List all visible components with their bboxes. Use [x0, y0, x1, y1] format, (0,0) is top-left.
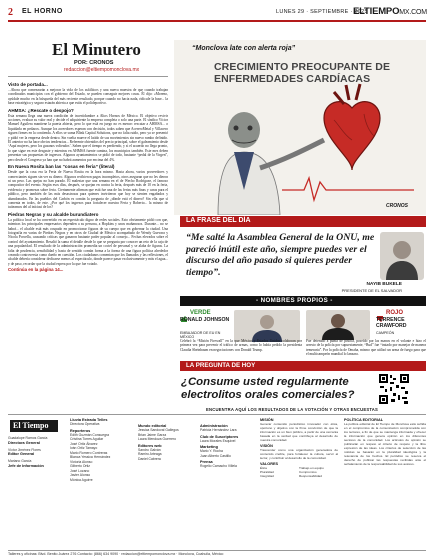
masthead-logo-text: El Tiempo	[13, 421, 49, 430]
mast-line: Editores web	[138, 443, 162, 448]
masthead-logo	[10, 420, 58, 432]
section-title: EL HORNO	[22, 8, 63, 15]
mast-line: Mario Y. Rocha	[200, 449, 223, 453]
mast-line: José Ortiz Álvarez	[70, 441, 98, 446]
mast-line: Club de Suscriptores	[200, 434, 239, 439]
valor-item: Ética	[260, 466, 267, 470]
pregunta-footer[interactable]: ENCUENTRA AQUÍ LOS RESULTADOS DE LA VOTACIÓN Y OTRAS ENCUESTAS	[206, 407, 378, 412]
masthead-col6	[344, 418, 426, 466]
column-rule	[8, 76, 168, 77]
column-byline: POR: CRONOS	[74, 60, 114, 66]
mast-line: Juan Alberto Castillo	[200, 453, 231, 458]
frase-quote: “Me salté la Asamblea General de la ONU, me pareció inútil este año, siempre puedes ver el discurso del año pasado si quieres perder tiempo”.	[186, 232, 375, 278]
pregunta-question: ¿Consume usted regularmente electrolitos orales comerciales?	[181, 376, 355, 401]
mast-line: Sandro Galván	[138, 447, 161, 452]
politica-head: POLÍTICA EDITORIAL	[344, 418, 384, 422]
mast-head: Administración	[200, 424, 228, 428]
valor-item: Trabajo en equipo	[299, 466, 324, 470]
tag-rojo: ROJO	[386, 310, 404, 316]
footer-rule	[8, 550, 426, 551]
mast-sub: Directora Operativa	[70, 422, 100, 426]
continue-link[interactable]: Continúa en la página 14...	[8, 267, 64, 273]
portrait-icon	[380, 232, 424, 280]
nombre-left-photo	[234, 310, 300, 342]
mast-line: Rogelio Camacho Villela	[200, 464, 237, 468]
mast-line: Cristina Torres Aguilar	[70, 437, 104, 441]
masthead-col3	[138, 424, 196, 461]
issue-date: LUNES 29 · SEPTIEMBRE · 2025	[276, 9, 368, 15]
mast-line: Javier Alonso	[70, 473, 91, 477]
mast-line: Laura Mendoza Guerrero	[138, 437, 177, 441]
column-title: El Minutero	[52, 40, 141, 59]
masthead-col2	[70, 418, 132, 482]
subhead-feria: En Nueva Rosita ban las “cosas en feria” (literal)	[8, 164, 115, 170]
mision-text: Generar contenido periodístico innovador con ética, oportuno y objetivo con la firme convicción de que la información es un bien público, a partir de una cercanía basada en la verdad que contribuya al desarrollo de nuestra comunidad.	[260, 422, 338, 442]
mast-line: Marketing	[200, 445, 218, 449]
mast-line: Mario Romero Contreras	[70, 450, 108, 455]
mast-line: Jessica Sandoval Gallegos	[138, 428, 179, 432]
valor-item: Pluralidad	[260, 470, 274, 474]
column-body	[8, 80, 168, 407]
mast-line: Guadalupe Ramos García	[8, 436, 48, 440]
mast-line: Mónica Aguirre	[70, 477, 93, 482]
footer-contact: Talleres y oficinas: Blvd. Benito Juárez 276 Contacto: (866) 634 9090 · redaccion@eltiempomonclova.mx · Monclova, Coahuila, México	[8, 552, 224, 556]
mast-line: Editor General	[8, 452, 35, 456]
nombre-left-text: Celebró la “Misión Firewall” en la que México y Estados Unidos colaboran por primera vez para prevenir el tráfico de armas, como lo había pedido la presidenta Claudia Sheinbaum en negociaciones con Donald Trump.	[180, 339, 302, 352]
vision-head: VISIÓN	[260, 444, 273, 448]
brand-logo	[353, 6, 427, 17]
header-rule	[8, 20, 426, 22]
mast-line: Patricia Hernández Lara	[200, 428, 237, 432]
valores-list	[260, 466, 338, 478]
mast-line: Directora General	[8, 440, 40, 445]
valor-item: Compromiso	[299, 470, 317, 474]
mast-line: Jefe de Información	[8, 463, 44, 468]
mast-line: Gilberto Ortiz	[70, 464, 90, 468]
mast-line: Edith Guzmán Consuegra	[70, 432, 110, 437]
frase-photo	[380, 232, 424, 280]
politica-text: La política editorial de El Tiempo de Monclova está ceñida en el compromiso de la comunicación comprometida con los lectores, a fin de que se mantenga informada y ofrecer la información que genera opinión en los diferentes sectores de la comunidad. Los artículos de opinión se publicarán en respeto al criterio de respeto y la libre expresión de las ideas. Los criterios de selección de las noticias se basarán en la pluralidad ideológica y la relevancia de los hechos. El periódico se reserva el derecho de publicar las respuestas recibidas ante el señalamiento de la responsabilidad de sus autores.	[344, 422, 426, 466]
nombre-right-photo	[306, 310, 370, 340]
valores-head: VALORES	[260, 462, 279, 466]
brand-main: ELTIEMPO	[353, 6, 400, 17]
mast-line: Blanca Yessica Hernández	[70, 455, 111, 459]
nombres-title: - NOMBRES PROPIOS -	[256, 297, 333, 304]
mast-line: Brian Jaime Garza	[138, 432, 167, 437]
mision-head: MISIÓN	[260, 418, 274, 422]
paragraph-feria: Desde que la cosa era la Feria de Nueva Rosita en la hora mismo. Hasta ahora, varios proveedores y comerciantes siguen sin ver su dinero. Algunos recibieron pagos incompletos, otros aseguran que no les dieron ni un peso. Las quejas no han parado. El malestar que una semana en el de Wecho Rodríguez, el famoso compositor del evento. Según esos días, después, se quejan en contra la feria, después más de 10 en la feria, evidencia y promesas sobre feria. Ciertamente afirman que está fue una de las ferias más finas y caras para el público, pero también de las más desastrosas para quienes invirtieron que hoy se sienten engañados y abandonados. En las pueblos del Carbón es común la pregunta de ¿dónde está el dinero? Sin ella que sí comenta en todos, de este. ¿Por qué los ingresos para fortalecer nuestra Feria y Roberto... la mismo de tuiteamos del al iníciasi de los?	[8, 170, 168, 210]
cartoon-quote: “Monclova late con alerta roja”	[192, 45, 296, 52]
masthead-col1	[8, 436, 66, 468]
mast-head: Lluvia Estrada Telles	[70, 418, 108, 422]
mast-line: Iván Ortiz Tamayo	[70, 446, 98, 450]
masthead-col4	[200, 424, 256, 469]
subhead-portada: Visto de portada...	[8, 82, 48, 87]
mast-line: José Lozano	[70, 468, 90, 473]
valor-item: Integridad	[260, 474, 274, 478]
nombre-left-role: EMBAJADOR DE EU EN MÉXICO	[180, 331, 221, 340]
nombre-right-name: TERRENCE CRAWFORD	[376, 317, 407, 329]
mast-line: Ramiro Arteaga	[138, 452, 162, 456]
vision-text: Trascender como una organización generadora de contenido creíble, para fortalecer la cultura, servir al lector, y contribuir al desarrollo de la comunidad.	[260, 448, 338, 460]
mast-line: Mariano García	[8, 459, 32, 463]
cartoon-headline: CRECIMIENTO PREOCUPANTE DE ENFERMEDADES CARDÍACAS	[214, 61, 391, 85]
qr-code-icon[interactable]	[378, 373, 410, 405]
frase-label: LA FRASE DEL DÍA	[186, 217, 251, 224]
paragraph-piedras: La política local se ha convertido en un espectáculo digno de redes sociales. Esto obviamente pidió con que, mientras los principales empresarios dependen a su persona, a Hopkins y unos mañanosos. Durante... no se habrá... el alcalde está más ocupado en promocionar figuras de su cuerpo que en gobernar la ciudad. Una fotografía en varias de Piedras Negras y en otros de Ciudad de México acompañado de Wendy Guevara y Nicola Porcella, causando críticas que ganaron bastante poder popular al consejo... Fechas elevados sobre el control del ayuntamiento. Resaltó la suma el detalle desde lo que se pregunta por conocer un reto de la caja de una popularidad. El resultado de la administración promedia un coctel de personal y se alaba de figuras. La falta de prudencia, sensibilidad y hasta de sentido común forma a la forma de una figura política alrededor creando controversia como dueño en cuestión. Los ciudadanos comentan que los llamados y las reflexiones, el alcalde debería considerar dedicarse menos al espectáculo, donde parece pasar exclusivamente y más el agua... y de paso, recordar que la ciudad espera por la que fue votado.	[8, 217, 168, 266]
page-number: 2	[8, 7, 13, 18]
masthead-col5	[260, 418, 338, 478]
mast-line: Laura Morales Esquivel	[200, 438, 236, 443]
nombre-right	[306, 310, 426, 340]
paragraph-ahmsa: Esta semana llega una nueva condición de incertidumbre a Altos Hornos de México. El objetivo revivir acciones, evaluar su valor real y decide el adquiriente la empresa completa o solo una parte. El síndico Víctor Manuel Aguilera mantiene la puerta abierta, pero lo que está en juego no es menor: rescatar a AHMSA... o liquidarla en pedazos. Aunque los acreedores esperan con decisión, todos saben que AcereroMetal y Villacero siguen firmes en la contienda. A ellos se suma Blink Capital Solutions, que no falta ruido, pero ya se presentó y pidió ver la empresa desde dentro. Sin vuelta mueve el latido de sus movimientos sin nuevo rumbo definido. El anterior no ha hace obvios tendencias... Referente obtenidos del precio principal, sobre el galeamiento desde ‘Aquí mujeres, pero los gusanos volteados’. Saben que el tiempo es perdiendo, y si el acuerdo no llega pronto, lo que sigue en este desgaste y mientras en AHMSA fuente camina, los municipios también. Este mes deben presentar sus propuestas de ingresos. Algunos ayuntamientos se pidió de todo, bastante “pedal de la Virgen”, pero desde el Congreso ya han que no habrá aumentos por encima del 4%.	[8, 113, 168, 162]
column-email[interactable]: redaccion@eltiempomonclova.mx	[64, 67, 140, 73]
valor-item: Responsabilidad	[299, 474, 322, 478]
nombre-right-text: Fue detenido a punta de pistola, poseído por las manos en el volante e hizo el arresto de la policía por supuestamente, “Bud” fue “tratado por manejar de manera temeraria”. Por la policía de Omaha, mismo que utilizó un arma de fuego para que el multicampeón mundial lo lanzara.	[306, 339, 426, 357]
subhead-piedras: Piedras Negras y su alcalde burundiatero	[8, 211, 99, 217]
mast-line: Daniel Cabrera	[138, 456, 161, 461]
mast-section: Reporteros	[70, 428, 91, 433]
frase-role: PRESIDENTE DE EL SALVADOR	[341, 288, 402, 293]
mast-line: Víctor Jiménez Flores	[8, 447, 41, 452]
frase-author: NAYIB BUKELE	[366, 282, 402, 287]
mast-head: Mundo editorial	[138, 424, 167, 428]
masthead-rule	[8, 414, 426, 415]
mast-line: Prensa	[200, 460, 213, 464]
tag-verde: VERDE	[190, 310, 211, 316]
pregunta-label: LA PREGUNTA DE HOY	[186, 362, 256, 369]
mast-line: Victoria Alonso	[70, 459, 93, 464]
nombre-right-role: CAMPEÓN	[376, 331, 395, 335]
cartoonist-signature: CRONOS	[386, 203, 408, 209]
brand-suffix: MX.COM	[399, 9, 427, 16]
paragraph-portada: ...Ahora que comenzarán a mejorar la vida de los asfálticos y una nueva muestra de que cuando trabajan coordinados municipios con el gobierno del Estado, se pueden conseguir mejores cosas. Él dijo: «Moreno, ayúdale mucho en la búsqueda del más reciente resultado, porque cuando no hacia nada, ridicule la base... la base estratégica y seguro estarán abierta a que estás el polideportivo.	[8, 88, 168, 106]
subhead-ahmsa: AHMSA: ¿Rescate o despojo?	[8, 107, 74, 113]
nombre-left-name: RONALD JOHNSON	[180, 317, 230, 323]
